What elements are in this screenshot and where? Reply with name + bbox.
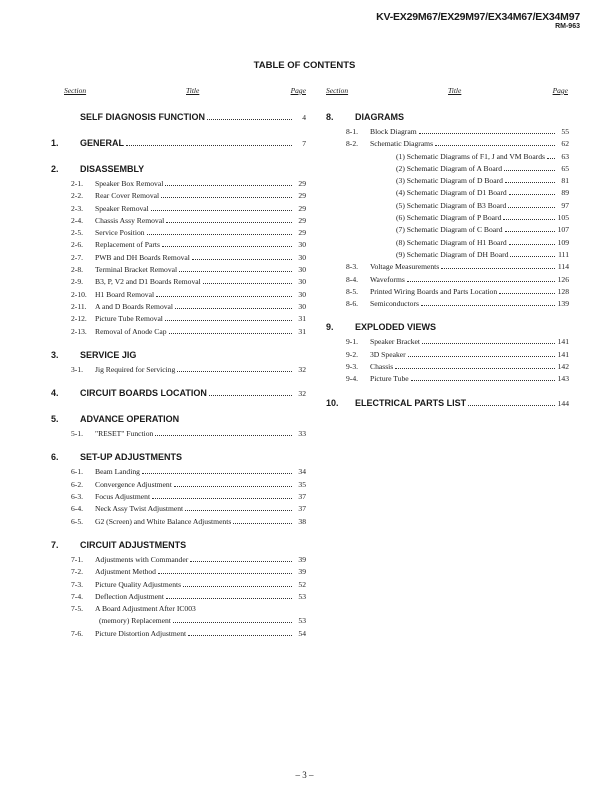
dot-leader [177, 371, 292, 372]
toc-section-heading[interactable] [326, 322, 569, 337]
section-title: Voltage Measurements [370, 262, 440, 272]
page-ref: 53 [298, 591, 306, 601]
page-ref: 4 [302, 113, 306, 122]
section-title: SELF DIAGNOSIS FUNCTION [80, 112, 206, 122]
section-number: 10. [326, 397, 339, 408]
section-title: Chassis [370, 362, 394, 372]
page-ref: 139 [557, 299, 569, 309]
toc-entry[interactable] [51, 365, 306, 377]
section-number: 8-1. [346, 127, 359, 136]
section-title: Printed Wiring Boards and Parts Location [370, 286, 498, 296]
section-title: Neck Assy Twist Adjustment [95, 504, 184, 514]
page-ref: 142 [557, 362, 569, 372]
toc-section-heading[interactable] [51, 350, 306, 365]
page-ref: 65 [561, 163, 569, 173]
toc-section-heading[interactable] [326, 398, 569, 413]
section-number: 2-11. [71, 301, 87, 311]
toc-section [51, 112, 306, 127]
page-ref: 30 [298, 252, 306, 262]
page-number: – 3 – [295, 770, 314, 780]
section-number: 6-1. [71, 467, 84, 477]
toc-entry[interactable] [51, 204, 306, 216]
section-title: EXPLODED VIEWS [355, 322, 437, 333]
section-title: Block Diagram [370, 127, 417, 136]
section-title: (3) Schematic Diagram of D Board [396, 176, 503, 186]
toc-entry[interactable] [51, 314, 306, 326]
section-title: 3D Speaker [370, 349, 406, 359]
toc-section [51, 138, 306, 153]
toc-entry[interactable] [326, 337, 569, 349]
section-number: 9-1. [346, 337, 359, 347]
dot-leader [209, 395, 292, 396]
page-ref: 30 [298, 289, 306, 299]
page-ref: 107 [557, 225, 569, 235]
page-ref: 114 [557, 262, 569, 272]
section-title: Convergence Adjustment [95, 479, 172, 489]
dot-leader [183, 586, 292, 587]
toc-entry[interactable] [326, 152, 569, 164]
page-ref: 7 [302, 139, 306, 148]
dot-leader [192, 259, 292, 260]
section-number: 2-2. [71, 191, 84, 201]
toc-section-heading[interactable] [51, 112, 306, 127]
page-ref: 33 [298, 429, 306, 439]
section-title: (memory) Replacement [99, 616, 171, 626]
toc-entry[interactable] [51, 191, 306, 203]
toc-entry[interactable] [51, 567, 306, 579]
section-title: (6) Schematic Diagram of P Board [396, 213, 502, 223]
toc-section-heading[interactable] [51, 388, 306, 403]
page-ref: 97 [561, 200, 569, 210]
page-ref: 141 [557, 349, 569, 359]
page-header: Page [552, 86, 568, 95]
toc-section [326, 112, 569, 311]
section-title: DISASSEMBLY [80, 164, 145, 174]
section-number: 6-2. [71, 479, 84, 489]
dot-leader [505, 231, 556, 232]
dot-leader [510, 256, 555, 257]
page-ref: 34 [298, 467, 306, 477]
page-ref: 81 [561, 176, 569, 186]
section-title: ADVANCE OPERATION [80, 414, 180, 425]
toc-section [51, 414, 306, 441]
section-number: 4. [51, 388, 59, 399]
page-title: TABLE OF CONTENTS [253, 60, 356, 71]
section-title: Speaker Removal [95, 203, 149, 213]
toc-section-heading[interactable] [51, 452, 306, 467]
page-ref: 30 [298, 240, 306, 250]
section-number: 2-1. [71, 179, 84, 188]
section-number: 3. [51, 349, 59, 360]
section-number: 6. [51, 452, 59, 463]
dot-leader [441, 268, 555, 269]
toc-entry[interactable] [51, 492, 306, 504]
dot-leader [435, 145, 555, 146]
section-title: DIAGRAMS [355, 112, 404, 122]
model-number: KV-EX29M67/EX29M97/EX34M67/EX34M97 [376, 11, 580, 23]
section-number: 7-1. [71, 554, 84, 564]
dot-leader [421, 305, 555, 306]
toc-section-heading[interactable] [51, 414, 306, 429]
section-title: Replacement of Parts [95, 240, 160, 250]
dot-leader [422, 343, 555, 344]
page-ref: 35 [298, 479, 306, 489]
page-ref: 32 [298, 364, 306, 374]
page-ref: 111 [558, 249, 569, 259]
toc-entry[interactable] [51, 480, 306, 492]
section-title: Service Position [95, 228, 145, 238]
section-number: 5. [51, 414, 59, 425]
title-header: Title [448, 86, 462, 95]
dot-leader [190, 561, 292, 562]
section-number: 2-5. [71, 228, 84, 238]
section-title: Deflection Adjustment [95, 591, 164, 601]
dot-leader [152, 498, 292, 499]
section-title: GENERAL [80, 138, 125, 148]
section-title: (8) Schematic Diagram of H1 Board [396, 237, 507, 247]
section-number: 5-1. [71, 429, 84, 439]
toc-entry[interactable] [51, 327, 306, 339]
dot-leader [142, 473, 292, 474]
dot-leader [165, 320, 292, 321]
section-title: H1 Board Removal [95, 289, 155, 299]
section-number: 6-3. [71, 492, 84, 502]
section-title: Picture Tube Removal [95, 314, 163, 324]
section-header: Section [326, 86, 349, 95]
dot-leader [165, 185, 292, 186]
section-number: 2-6. [71, 240, 84, 250]
toc-section [51, 452, 306, 528]
dot-leader [408, 356, 555, 357]
page-ref: 29 [298, 191, 306, 201]
right-column-header [326, 86, 568, 98]
section-title: Picture Tube [370, 374, 409, 384]
page-ref: 39 [298, 554, 306, 564]
dot-leader [508, 207, 555, 208]
section-number: 9-3. [346, 362, 359, 372]
dot-leader [503, 219, 555, 220]
toc-entry[interactable] [51, 517, 306, 529]
toc-entry[interactable] [326, 127, 569, 139]
dot-leader [179, 271, 292, 272]
section-number: 8-3. [346, 262, 359, 272]
section-title: Rear Cover Removal [95, 191, 160, 201]
dot-leader [468, 405, 555, 406]
section-title: A and D Boards Removal [95, 301, 174, 311]
page-ref: 54 [298, 628, 306, 638]
dot-leader [156, 296, 292, 297]
toc-entry[interactable] [51, 216, 306, 228]
section-number: 2-8. [71, 265, 84, 275]
toc-entry[interactable] [326, 225, 569, 237]
section-title: Jig Required for Servicing [95, 364, 176, 374]
toc-entry[interactable] [51, 253, 306, 265]
section-title: (1) Schematic Diagrams of F1, J and VM Boards [396, 151, 545, 161]
section-number: 3-1. [71, 364, 84, 374]
section-number: 8-2. [346, 139, 359, 149]
dot-leader [166, 222, 292, 223]
dot-leader [233, 523, 292, 524]
section-number: 7-3. [71, 579, 84, 589]
toc-entry[interactable] [326, 275, 569, 287]
page-ref: 30 [298, 277, 306, 287]
toc-entry[interactable] [51, 179, 306, 191]
page-ref: 30 [298, 301, 306, 311]
section-title: G2 (Screen) and White Balance Adjustments [95, 516, 232, 526]
toc-section-heading[interactable] [51, 540, 306, 555]
section-number: 2-13. [71, 326, 87, 336]
dot-leader [188, 635, 292, 636]
dot-leader [174, 486, 292, 487]
dot-leader [155, 435, 292, 436]
page-ref: 126 [557, 274, 569, 284]
toc-section [51, 388, 306, 403]
page-ref: 29 [298, 228, 306, 238]
section-number: 8-6. [346, 299, 359, 309]
section-number: 2-10. [71, 289, 87, 299]
toc-entry[interactable] [51, 580, 306, 592]
page-ref: 141 [557, 337, 569, 347]
dot-leader [147, 234, 292, 235]
document-code: RM-963 [555, 23, 580, 30]
dot-leader [173, 622, 292, 623]
section-title: CIRCUIT BOARDS LOCATION [80, 388, 207, 399]
section-title: SET-UP ADJUSTMENTS [80, 452, 183, 463]
section-title: Speaker Box Removal [95, 179, 164, 188]
dot-leader [407, 281, 555, 282]
toc-entry[interactable] [326, 164, 569, 176]
toc-section [51, 540, 306, 641]
toc-section [51, 350, 306, 377]
dot-leader [166, 598, 292, 599]
toc-entry[interactable] [51, 592, 306, 604]
toc-entry[interactable] [51, 429, 306, 441]
page-ref: 105 [557, 213, 569, 223]
toc-entry[interactable] [51, 290, 306, 302]
dot-leader [169, 333, 293, 334]
toc-entry[interactable] [326, 176, 569, 188]
toc-entry[interactable] [51, 302, 306, 314]
section-title: Beam Landing [95, 467, 140, 477]
section-title: B3, P, V2 and D1 Boards Removal [95, 277, 201, 287]
page-ref: 143 [557, 374, 569, 384]
page-ref: 39 [298, 567, 306, 577]
page-ref: 52 [298, 579, 306, 589]
section-title: (2) Schematic Diagram of A Board [396, 163, 503, 173]
section-number: 2-9. [71, 277, 84, 287]
page-ref: 62 [561, 139, 569, 149]
page-ref: 89 [561, 188, 569, 198]
page-ref: 55 [561, 127, 569, 136]
page-ref: 32 [298, 389, 306, 399]
dot-leader [504, 170, 555, 171]
section-number: 6-4. [71, 504, 84, 514]
dot-leader [162, 246, 292, 247]
toc-section-heading[interactable] [326, 112, 569, 127]
toc-entry[interactable] [51, 604, 306, 616]
dot-leader [499, 293, 555, 294]
toc-entry[interactable] [51, 265, 306, 277]
section-number: 1. [51, 138, 59, 148]
dot-leader [207, 119, 292, 120]
section-title: SERVICE JIG [80, 349, 137, 360]
toc-entry[interactable] [51, 467, 306, 479]
section-title: PWB and DH Boards Removal [95, 252, 190, 262]
section-title: ELECTRICAL PARTS LIST [355, 397, 467, 408]
section-title: Speaker Bracket [370, 337, 420, 347]
toc-entry[interactable] [51, 240, 306, 252]
page-ref: 31 [298, 314, 306, 324]
toc-entry[interactable] [51, 277, 306, 289]
section-title: A Board Adjustment After IC003 [95, 604, 196, 614]
toc-left-column [51, 112, 306, 652]
toc-entry[interactable] [326, 250, 569, 262]
dot-leader [411, 380, 555, 381]
dot-leader [161, 197, 292, 198]
section-number: 8-4. [346, 274, 359, 284]
dot-leader [505, 182, 555, 183]
dot-leader [185, 510, 292, 511]
page-ref: 53 [298, 616, 306, 626]
page-ref: 29 [298, 215, 306, 225]
dot-leader [151, 210, 292, 211]
toc-entry[interactable] [326, 238, 569, 250]
section-title: "RESET" Function [95, 429, 154, 439]
toc-entry[interactable] [326, 139, 569, 151]
section-number: 7. [51, 539, 59, 550]
page-ref: 30 [298, 265, 306, 275]
page-ref: 31 [298, 326, 306, 336]
section-number: 2. [51, 164, 59, 174]
dot-leader [395, 368, 555, 369]
section-number: 8. [326, 112, 334, 122]
toc-section-heading[interactable] [51, 138, 306, 153]
left-column-header [64, 86, 306, 98]
section-number: 8-5. [346, 286, 359, 296]
toc-entry[interactable] [326, 362, 569, 374]
section-title: Picture Distortion Adjustment [95, 628, 187, 638]
section-number: 2-3. [71, 203, 84, 213]
toc-entry[interactable] [326, 299, 569, 311]
section-title: Focus Adjustment [95, 492, 151, 502]
section-number: 7-6. [71, 628, 84, 638]
dot-leader [126, 145, 292, 146]
section-number: 9. [326, 322, 334, 333]
page-ref: 37 [298, 504, 306, 514]
section-title: CIRCUIT ADJUSTMENTS [80, 539, 187, 550]
dot-leader [203, 283, 292, 284]
page-ref: 29 [298, 203, 306, 213]
page-header: Page [290, 86, 306, 95]
toc-entry[interactable] [326, 213, 569, 225]
section-title: Picture Quality Adjustments [95, 579, 182, 589]
toc-right-column [326, 112, 569, 424]
page-ref: 109 [557, 237, 569, 247]
toc-entry[interactable] [326, 188, 569, 200]
section-number: 7-2. [71, 567, 84, 577]
section-title: Adjustments with Commander [95, 554, 189, 564]
toc-entry[interactable] [326, 201, 569, 213]
section-title: Chassis Assy Removal [95, 215, 165, 225]
section-number: 7-5. [71, 604, 84, 614]
toc-section-heading[interactable] [51, 164, 306, 179]
section-title: Semiconductors [370, 299, 419, 309]
dot-leader [509, 194, 555, 195]
toc-section [326, 322, 569, 386]
page-ref: 63 [561, 151, 569, 161]
section-number: 2-4. [71, 215, 84, 225]
toc-entry[interactable] [51, 504, 306, 516]
section-header: Section [64, 86, 87, 95]
section-number: 2-7. [71, 252, 84, 262]
title-header: Title [186, 86, 200, 95]
section-title: (5) Schematic Diagram of B3 Board [396, 200, 507, 210]
section-title: (9) Schematic Diagram of DH Board [396, 249, 509, 259]
toc-entry[interactable] [326, 350, 569, 362]
toc-entry[interactable] [51, 629, 306, 641]
section-title: Removal of Anode Cap [95, 326, 167, 336]
dot-leader [175, 308, 292, 309]
page-ref: 38 [298, 516, 306, 526]
dot-leader [158, 573, 292, 574]
toc-entry[interactable] [51, 228, 306, 240]
section-number: 9-2. [346, 349, 359, 359]
page-ref: 29 [298, 179, 306, 188]
page-ref: 37 [298, 492, 306, 502]
toc-section [51, 164, 306, 339]
section-number: 2-12. [71, 314, 87, 324]
toc-entry[interactable] [326, 374, 569, 386]
section-number: 6-5. [71, 516, 84, 526]
toc-entry[interactable] [326, 287, 569, 299]
dot-leader [509, 244, 555, 245]
section-number: 9-4. [346, 374, 359, 384]
section-title: (7) Schematic Diagram of C Board [396, 225, 503, 235]
section-title: Waveforms [370, 274, 405, 284]
toc-entry[interactable] [326, 262, 569, 274]
dot-leader [547, 158, 555, 159]
section-title: Schematic Diagrams [370, 139, 434, 149]
section-title: Adjustment Method [95, 567, 156, 577]
page-ref: 144 [557, 398, 569, 408]
page-ref: 128 [557, 286, 569, 296]
toc-entry[interactable] [51, 555, 306, 567]
dot-leader [419, 133, 555, 134]
section-title: (4) Schematic Diagram of D1 Board [396, 188, 507, 198]
toc-section [326, 398, 569, 413]
toc-entry[interactable] [51, 616, 306, 628]
section-number: 7-4. [71, 591, 84, 601]
section-title: Terminal Bracket Removal [95, 265, 178, 275]
